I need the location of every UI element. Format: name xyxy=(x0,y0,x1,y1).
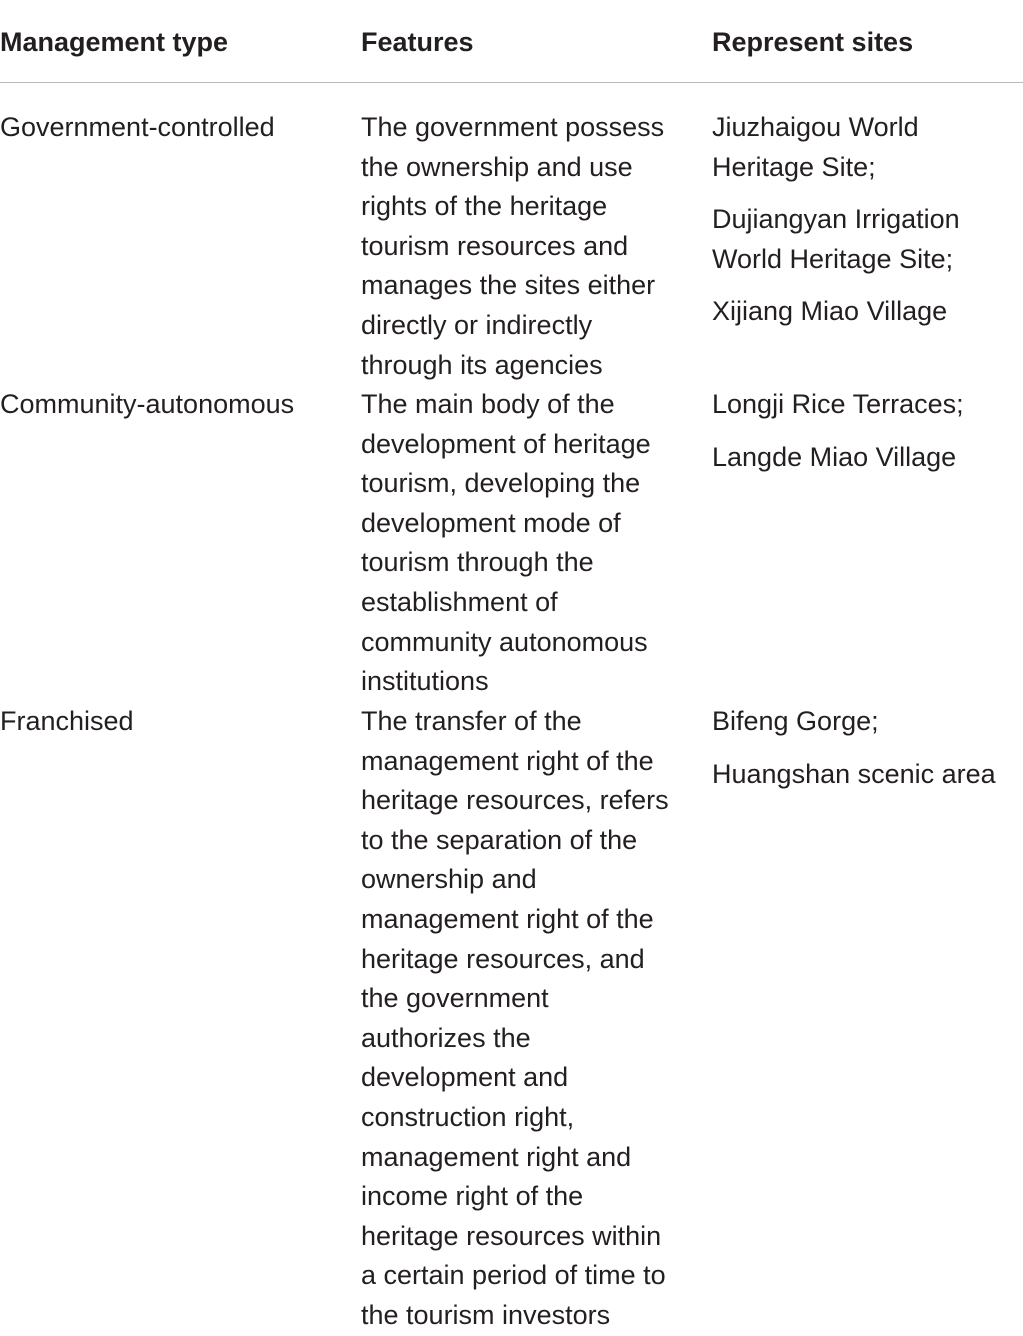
features-line: development of heritage xyxy=(361,428,651,459)
site-entry xyxy=(712,292,1023,332)
features-line: institutions xyxy=(361,666,489,697)
site-line: World Heritage Site; xyxy=(712,243,954,274)
site-entry xyxy=(712,702,1023,742)
header-represent-sites: Represent sites xyxy=(712,27,914,57)
site-entry xyxy=(712,108,1023,187)
features-line: heritage resources, and xyxy=(361,943,645,974)
features-line: development and xyxy=(361,1062,569,1093)
features-line: heritage resources within xyxy=(361,1220,662,1251)
site-line: Langde Miao Village xyxy=(712,441,957,472)
features-line: management right and xyxy=(361,1141,632,1172)
features-line: income right of the xyxy=(361,1181,584,1212)
features-line: through its agencies xyxy=(361,349,603,380)
features-line: rights of the heritage xyxy=(361,191,608,222)
features-line: the ownership and use xyxy=(361,151,633,182)
header-management-type: Management type xyxy=(0,27,229,57)
site-entry xyxy=(712,200,1023,279)
features-line: ownership and xyxy=(361,864,537,895)
features-line: tourism through the xyxy=(361,547,594,578)
features-line: The main body of the xyxy=(361,389,615,419)
features-line: management right of the xyxy=(361,745,654,776)
features-line: authorizes the xyxy=(361,1022,531,1053)
features-cell xyxy=(361,108,696,385)
site-line: Huangshan scenic area xyxy=(712,758,996,789)
features-line: heritage resources, refers xyxy=(361,785,669,816)
header-features: Features xyxy=(361,27,474,57)
features-line: tourism, developing the xyxy=(361,468,641,499)
features-line: community autonomous xyxy=(361,626,648,657)
features-line: management right of the xyxy=(361,903,654,934)
features-line: a certain period of time to xyxy=(361,1260,666,1291)
features-line: directly or indirectly xyxy=(361,309,593,340)
site-line: Xijiang Miao Village xyxy=(712,296,948,327)
site-entry xyxy=(712,385,1023,425)
features-line: to the separation of the xyxy=(361,824,638,855)
site-line: Heritage Site; xyxy=(712,151,876,182)
features-line: establishment of xyxy=(361,586,558,617)
represent-sites-cell xyxy=(712,385,1023,490)
site-line: Bifeng Gorge; xyxy=(712,706,879,736)
site-entry xyxy=(712,755,1023,795)
management-type-cell: Government-controlled xyxy=(0,112,275,142)
features-line: the tourism investors xyxy=(361,1299,611,1330)
features-line: The transfer of the xyxy=(361,706,582,736)
represent-sites-cell xyxy=(712,108,1023,345)
features-line: development mode of xyxy=(361,507,621,538)
features-cell xyxy=(361,702,696,1336)
site-entry xyxy=(712,438,1023,478)
features-line: tourism resources and xyxy=(361,230,629,261)
site-line: Longji Rice Terraces; xyxy=(712,389,964,419)
site-line: Jiuzhaigou World xyxy=(712,112,919,142)
management-type-cell: Franchised xyxy=(0,706,134,736)
table-header xyxy=(0,0,1023,83)
features-line: construction right, xyxy=(361,1101,575,1132)
features-line: The government possess xyxy=(361,112,665,142)
management-type-cell: Community-autonomous xyxy=(0,389,295,419)
features-line: the government xyxy=(361,983,549,1014)
features-cell xyxy=(361,385,696,702)
represent-sites-cell xyxy=(712,702,1023,807)
features-line: manages the sites either xyxy=(361,270,656,301)
site-line: Dujiangyan Irrigation xyxy=(712,204,960,235)
